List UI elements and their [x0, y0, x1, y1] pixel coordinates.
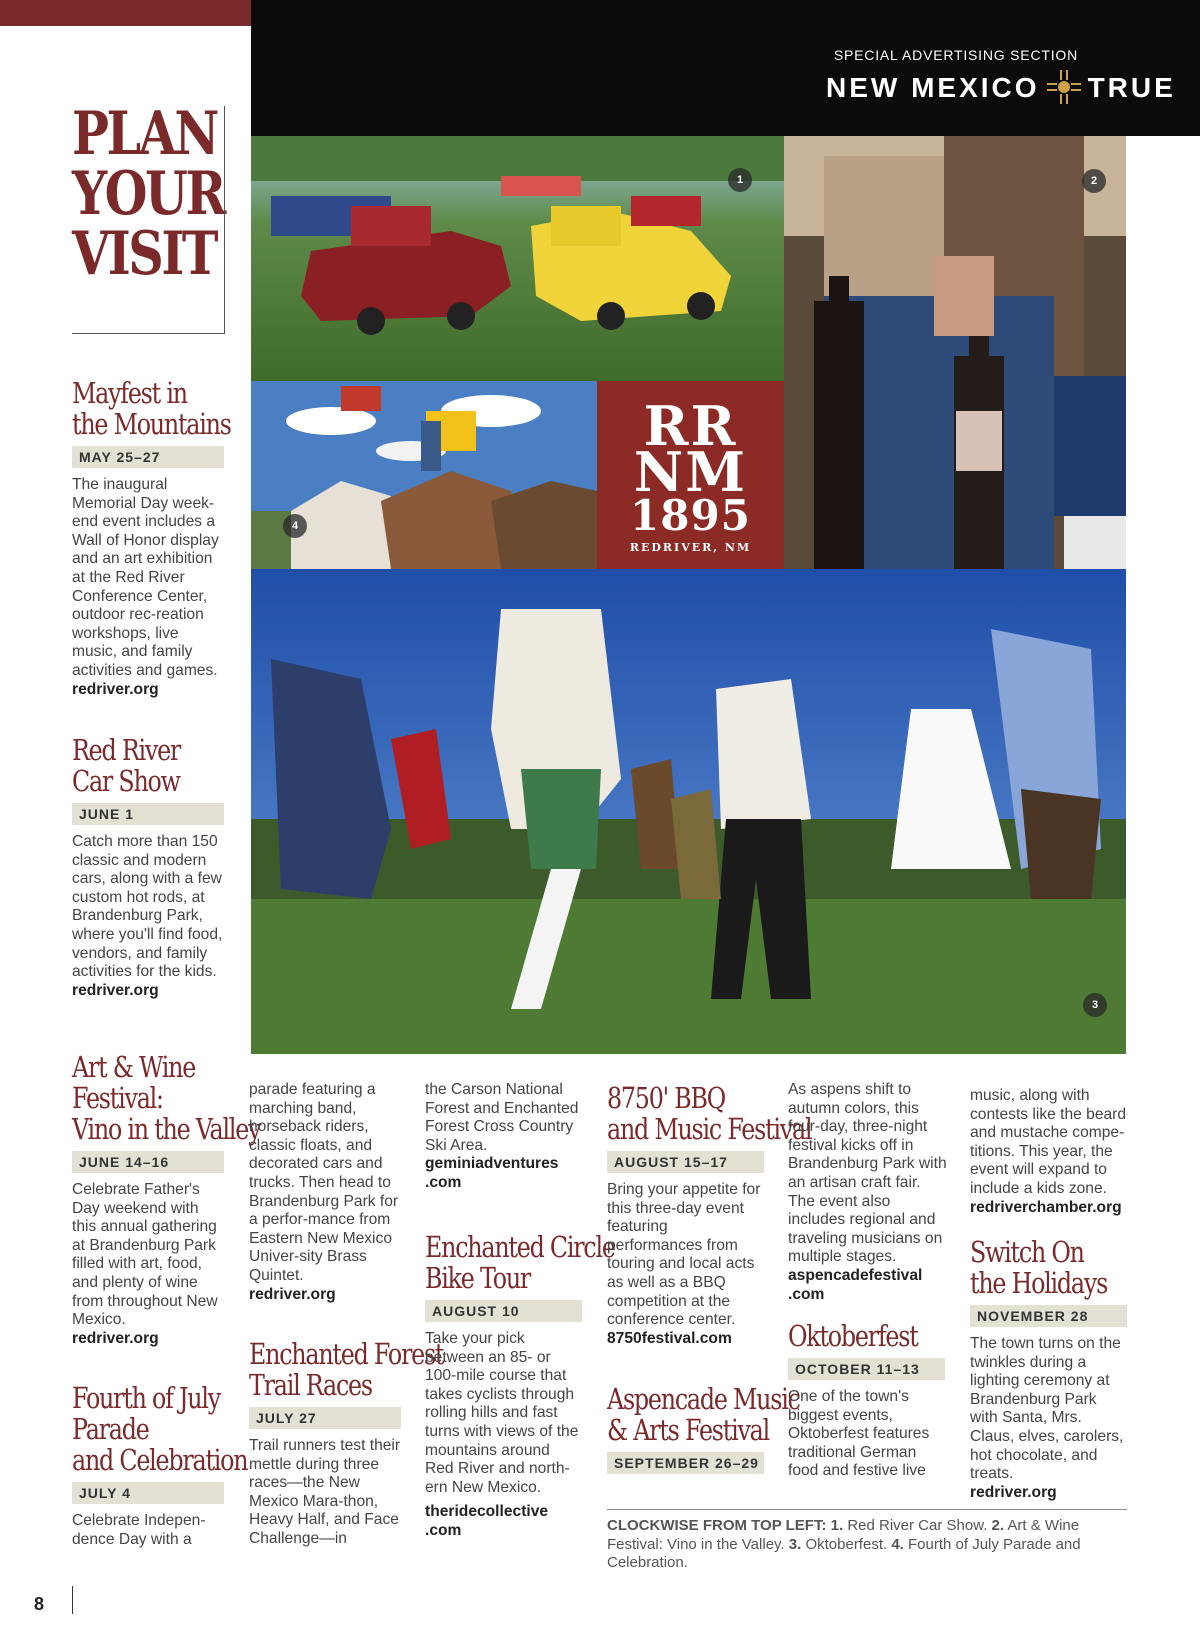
event-description: One of the town's biggest events, Oktoberfest features traditional German food and festive live: [788, 1388, 930, 1480]
logo-subtitle: REDRIVER, NM: [629, 541, 752, 554]
event-date: AUGUST 15–17: [607, 1151, 764, 1173]
event-date: JULY 27: [249, 1407, 401, 1429]
event-title-line: Parade: [72, 1412, 149, 1446]
event-continuation-oktoberfest: [970, 1087, 1130, 1217]
event-title: Oktoberfest: [788, 1319, 918, 1353]
photo-fourth-parade: [251, 381, 597, 569]
event-title-line: Car Show: [72, 764, 180, 798]
oktoberfest-image: [251, 569, 1126, 1054]
event-title-line: 8750' BBQ: [607, 1081, 725, 1115]
event-date: JUNE 1: [72, 803, 224, 825]
event-title-line: and Music Festival: [607, 1112, 812, 1146]
event-title-line: Fourth of July: [72, 1381, 220, 1415]
event-date: JULY 4: [72, 1482, 224, 1504]
logo-line: RR: [643, 394, 738, 458]
new-mexico-true-logo: [826, 72, 1176, 105]
event-title-line: Aspencade Music: [607, 1382, 800, 1416]
event-mayfest: [72, 376, 231, 699]
event-date: OCTOBER 11–13: [788, 1358, 945, 1380]
divider: [72, 1586, 73, 1614]
event-body-text: the Carson National Forest and Enchanted Forest Cross Country Ski Area.: [425, 1081, 579, 1154]
event-title-line: Trail Races: [249, 1368, 372, 1402]
logo-line: NM: [633, 440, 748, 504]
event-link[interactable]: .com: [788, 1285, 825, 1303]
caption-number: 4.: [891, 1535, 904, 1553]
plan-line-1: PLAN: [72, 99, 217, 169]
divider: [607, 1509, 1127, 1510]
event-title: [72, 735, 197, 797]
event-date: MAY 25–27: [72, 446, 224, 468]
event-link[interactable]: redriver.org: [72, 680, 159, 698]
event-art-wine: [72, 1050, 261, 1348]
event-continuation-fourth: [249, 1081, 401, 1304]
event-fourth-of-july: [72, 1381, 248, 1549]
event-title-line: Festival:: [72, 1081, 163, 1115]
event-continuation-trail: [425, 1081, 585, 1193]
event-car-show: [72, 735, 224, 1000]
event-link[interactable]: redriverchamber.org: [970, 1198, 1122, 1216]
plan-line-2: YOUR: [72, 159, 224, 229]
event-title-line: Bike Tour: [425, 1261, 531, 1295]
photo-number-badge: 1: [728, 168, 752, 192]
divider: [72, 333, 225, 334]
caption-number: 3.: [788, 1535, 802, 1553]
event-description: [72, 833, 224, 1000]
event-date: SEPTEMBER 26–29: [607, 1452, 764, 1474]
event-title-line: Switch On: [970, 1235, 1084, 1269]
photo-caption: [607, 1517, 1132, 1573]
page-number: 8: [34, 1594, 45, 1614]
event-date: JUNE 14–16: [72, 1151, 224, 1173]
event-body-text: The inaugural Memorial Day week-end event includes a Wall of Honor display and an art exhibition at the Red River Conference Center, outdoor rec-reation workshops, live music, and family activities and games.: [72, 476, 219, 679]
event-title: [249, 1337, 444, 1402]
brand-left: NEW MEXICO: [826, 72, 1040, 103]
event-description: [607, 1181, 764, 1348]
event-title-line: the Holidays: [970, 1266, 1108, 1300]
zia-sun-icon: [1046, 69, 1082, 105]
photo-number-badge: 3: [1083, 993, 1107, 1017]
event-date: NOVEMBER 28: [970, 1305, 1127, 1327]
event-description: [970, 1335, 1127, 1502]
event-description: Trail runners test their mettle during three races—the New Mexico Mara-thon, Heavy Half, and Face Challenge—in: [249, 1437, 401, 1547]
event-body-text: Bring your appetite for this three-day event featuring performances from touring and local acts as well as a BBQ competition at the conference center.: [607, 1181, 761, 1329]
caption-number: 2.: [991, 1517, 1005, 1534]
event-link[interactable]: aspencadefestival: [788, 1266, 923, 1284]
event-title: [607, 1081, 812, 1146]
event-link[interactable]: theridecollective: [425, 1503, 549, 1521]
event-title-line: Vino in the Valley: [72, 1112, 261, 1146]
plan-your-visit-heading: [72, 99, 224, 289]
event-link[interactable]: .com: [425, 1173, 462, 1191]
event-body-text: music, along with contests like the beard and mustache compe-titions. This year, the event will expand to include a kids zone.: [970, 1087, 1127, 1197]
rrnm-logo: [597, 381, 784, 569]
event-trail-races: [249, 1337, 444, 1549]
photo-number-badge: 2: [1082, 169, 1106, 193]
caption-number: 1.: [830, 1517, 844, 1534]
photo-car-show: [251, 136, 784, 381]
event-link[interactable]: .com: [425, 1521, 462, 1539]
caption-lead: CLOCKWISE FROM TOP LEFT:: [607, 1517, 827, 1534]
event-title-line: Art & Wine: [72, 1050, 196, 1084]
event-link[interactable]: redriver.org: [72, 1329, 159, 1347]
event-bbq: [607, 1081, 812, 1348]
event-title: [425, 1230, 615, 1295]
top-accent-bar: [0, 0, 251, 26]
event-title-line: Red River: [72, 733, 181, 767]
event-bike-tour: [425, 1230, 615, 1541]
event-title: [970, 1235, 1108, 1300]
event-link[interactable]: redriver.org: [249, 1285, 336, 1303]
event-description: [425, 1330, 582, 1541]
photo-number-badge: 4: [283, 514, 307, 538]
divider: [224, 106, 225, 334]
event-body-text: As aspens shift to autumn colors, this four-day, three-night festival kicks off in Brandenburg Park with an artisan craft fair. The event also includes regional and traveling musicians on multiple stages.: [788, 1081, 947, 1266]
event-title-line: & Arts Festival: [607, 1413, 770, 1447]
event-title: [607, 1382, 800, 1447]
event-date: AUGUST 10: [425, 1300, 582, 1322]
event-body-text: The town turns on the twinkles during a lighting ceremony at Brandenburg Park with Santa, Mrs. Claus, elves, carolers, hot chocolate, and treats.: [970, 1335, 1124, 1483]
event-title: [72, 1050, 261, 1146]
caption-text: Oktoberfest.: [805, 1535, 888, 1553]
caption-text: Fourth of July Parade and Celebration.: [607, 1535, 1081, 1571]
event-body-text: Catch more than 150 classic and modern cars, along with a few custom hot rods, at Brandenburg Park, where you'll find food, vendors, and family activities for the kids.: [72, 833, 223, 981]
wine-image: [784, 136, 1126, 569]
parade-image: [251, 381, 597, 569]
event-switch-on-holidays: [970, 1237, 1127, 1502]
event-title-line: Mayfest in: [72, 376, 187, 410]
brand-right: TRUE: [1087, 72, 1176, 103]
event-continuation-aspencade: [788, 1081, 950, 1304]
caption-text: Art & Wine Festival: Vino in the Valley.: [607, 1517, 1080, 1553]
event-oktoberfest: [788, 1321, 945, 1481]
plan-line-3: VISIT: [72, 219, 217, 289]
car-show-image: [251, 136, 784, 381]
event-aspencade: [607, 1382, 800, 1474]
event-title-line: the Mountains: [72, 407, 231, 441]
photo-oktoberfest: [251, 569, 1126, 1054]
event-description: Celebrate Indepen-dence Day with a: [72, 1512, 206, 1548]
photo-art-wine: [784, 136, 1126, 569]
event-title-line: and Celebration: [72, 1443, 248, 1477]
event-title: [72, 1381, 248, 1477]
event-link[interactable]: geminiadventures: [425, 1155, 559, 1173]
caption-text: Red River Car Show.: [847, 1517, 988, 1534]
logo-line: 1895: [630, 491, 751, 540]
event-title-line: Enchanted Forest: [249, 1337, 444, 1371]
event-body-text: Take your pick between an 85- or 100-mile course that takes cyclists through rolling hills and fast turns with views of the mountains around Red River and north-ern New Mexico.: [425, 1330, 579, 1496]
event-body-text: Celebrate Father's Day weekend with this annual gathering at Brandenburg Park filled with art, food, and plenty of wine from throughout New Mexico.: [72, 1181, 218, 1329]
event-description: [72, 1181, 224, 1348]
event-title-line: Enchanted Circle: [425, 1230, 615, 1264]
event-link[interactable]: 8750festival.com: [607, 1329, 732, 1347]
event-title: [72, 376, 231, 441]
special-section-label: SPECIAL ADVERTISING SECTION: [833, 47, 1078, 63]
event-link[interactable]: redriver.org: [72, 981, 159, 999]
event-description: [72, 476, 224, 699]
event-link[interactable]: redriver.org: [970, 1483, 1057, 1501]
event-body-text: parade featuring a marching band, horseback riders, classic floats, and decorated cars and trucks. Then head to Brandenburg Park for a perfor-mance from Eastern New Mexico Univer-sity Brass Quintet.: [249, 1081, 399, 1284]
